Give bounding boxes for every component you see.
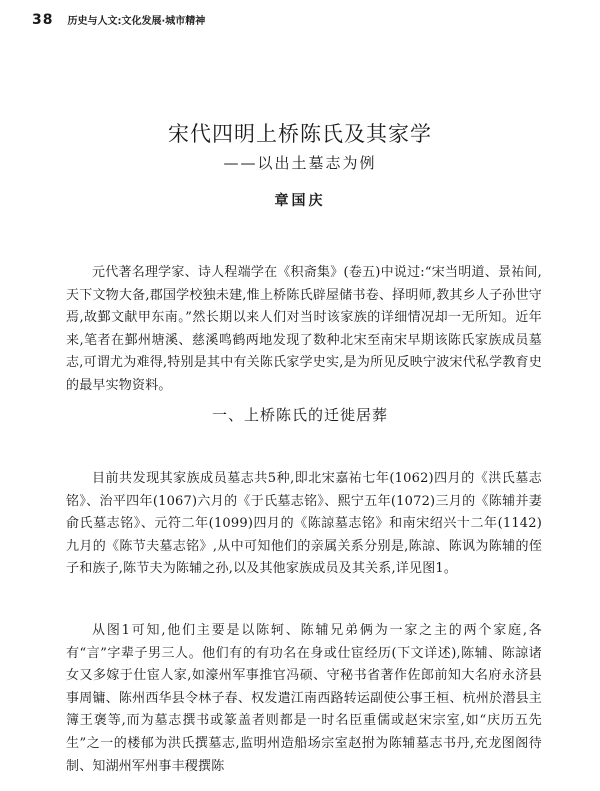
section-heading: 一、上桥陈氏的迁徙居葬	[211, 406, 388, 424]
page-number: 38	[32, 12, 54, 28]
article-subtitle: ——以出土墓志为例	[223, 154, 377, 172]
intro-paragraph: 元代著名理学家、诗人程端学在《积斋集》(卷五)中说过:“宋当明道、景祐间,天下文物大备,郡国学校独未建,惟上桥陈氏辟屋储书卷、择明师,教其乡人子孙世守焉,故鄞文献甲东南。”然长期以来人们对当时该家族的详细情况却一无所知。近年来,笔者在鄞州塘溪、慈溪鸣鹤两地发现了数种北宋至南宋早期该陈氏家族成员墓志,可谓尤为难得,特别是其中有关陈氏家学史实,是为所见反映宁波宋代私学教育史的最早实物资料。	[66, 265, 542, 393]
page-header	[32, 12, 568, 32]
running-head: 历史与人文:文化发展·城市精神	[67, 16, 206, 27]
article-author: 章国庆	[274, 193, 326, 209]
body-paragraph: 目前共发现其家族成员墓志共5种,即北宋嘉祐七年(1062)四月的《洪氏墓志铭》、治平四年(1067)六月的《于氏墓志铭》、熙宁五年(1072)三月的《陈辅并妻俞氏墓志铭》、元符二年(1099)四月的《陈諒墓志铭》和南宋绍兴十二年(1142)九月的《陈节夫墓志铭》,从中可知他们的亲属关系分别是,陈諒、陈讽为陈辅的侄子和族子,陈节夫为陈辅之孙,以及其他家族成员及其关系,详见图1。	[66, 471, 542, 577]
article-title: 宋代四明上桥陈氏及其家学	[168, 122, 432, 146]
body-paragraph: 从图1可知,他们主要是以陈轲、陈辅兄弟俩为一家之主的两个家庭,各有“言”字辈子男三人。他们有的有功名在身或仕宦经历(下文详述),陈辅、陈諒诸女又多嫁于仕宦人家,如濠州军事推官冯硕、守秘书省著作佐郎前知大名府永济县事周镛、陈州西华县令林子春、权发遣江南西路转运副使公事王桓、杭州於潜县主簿王褒等,而为墓志撰书或篆盖者则都是一时名臣重儒或赵宋宗室,如“庆历五先生”之一的楼郁为洪氏撰墓志,监明州造船场宗室赵拊为陈辅墓志书丹,充龙图阁待制、知湖州军州事丰稷撰陈	[66, 623, 542, 774]
